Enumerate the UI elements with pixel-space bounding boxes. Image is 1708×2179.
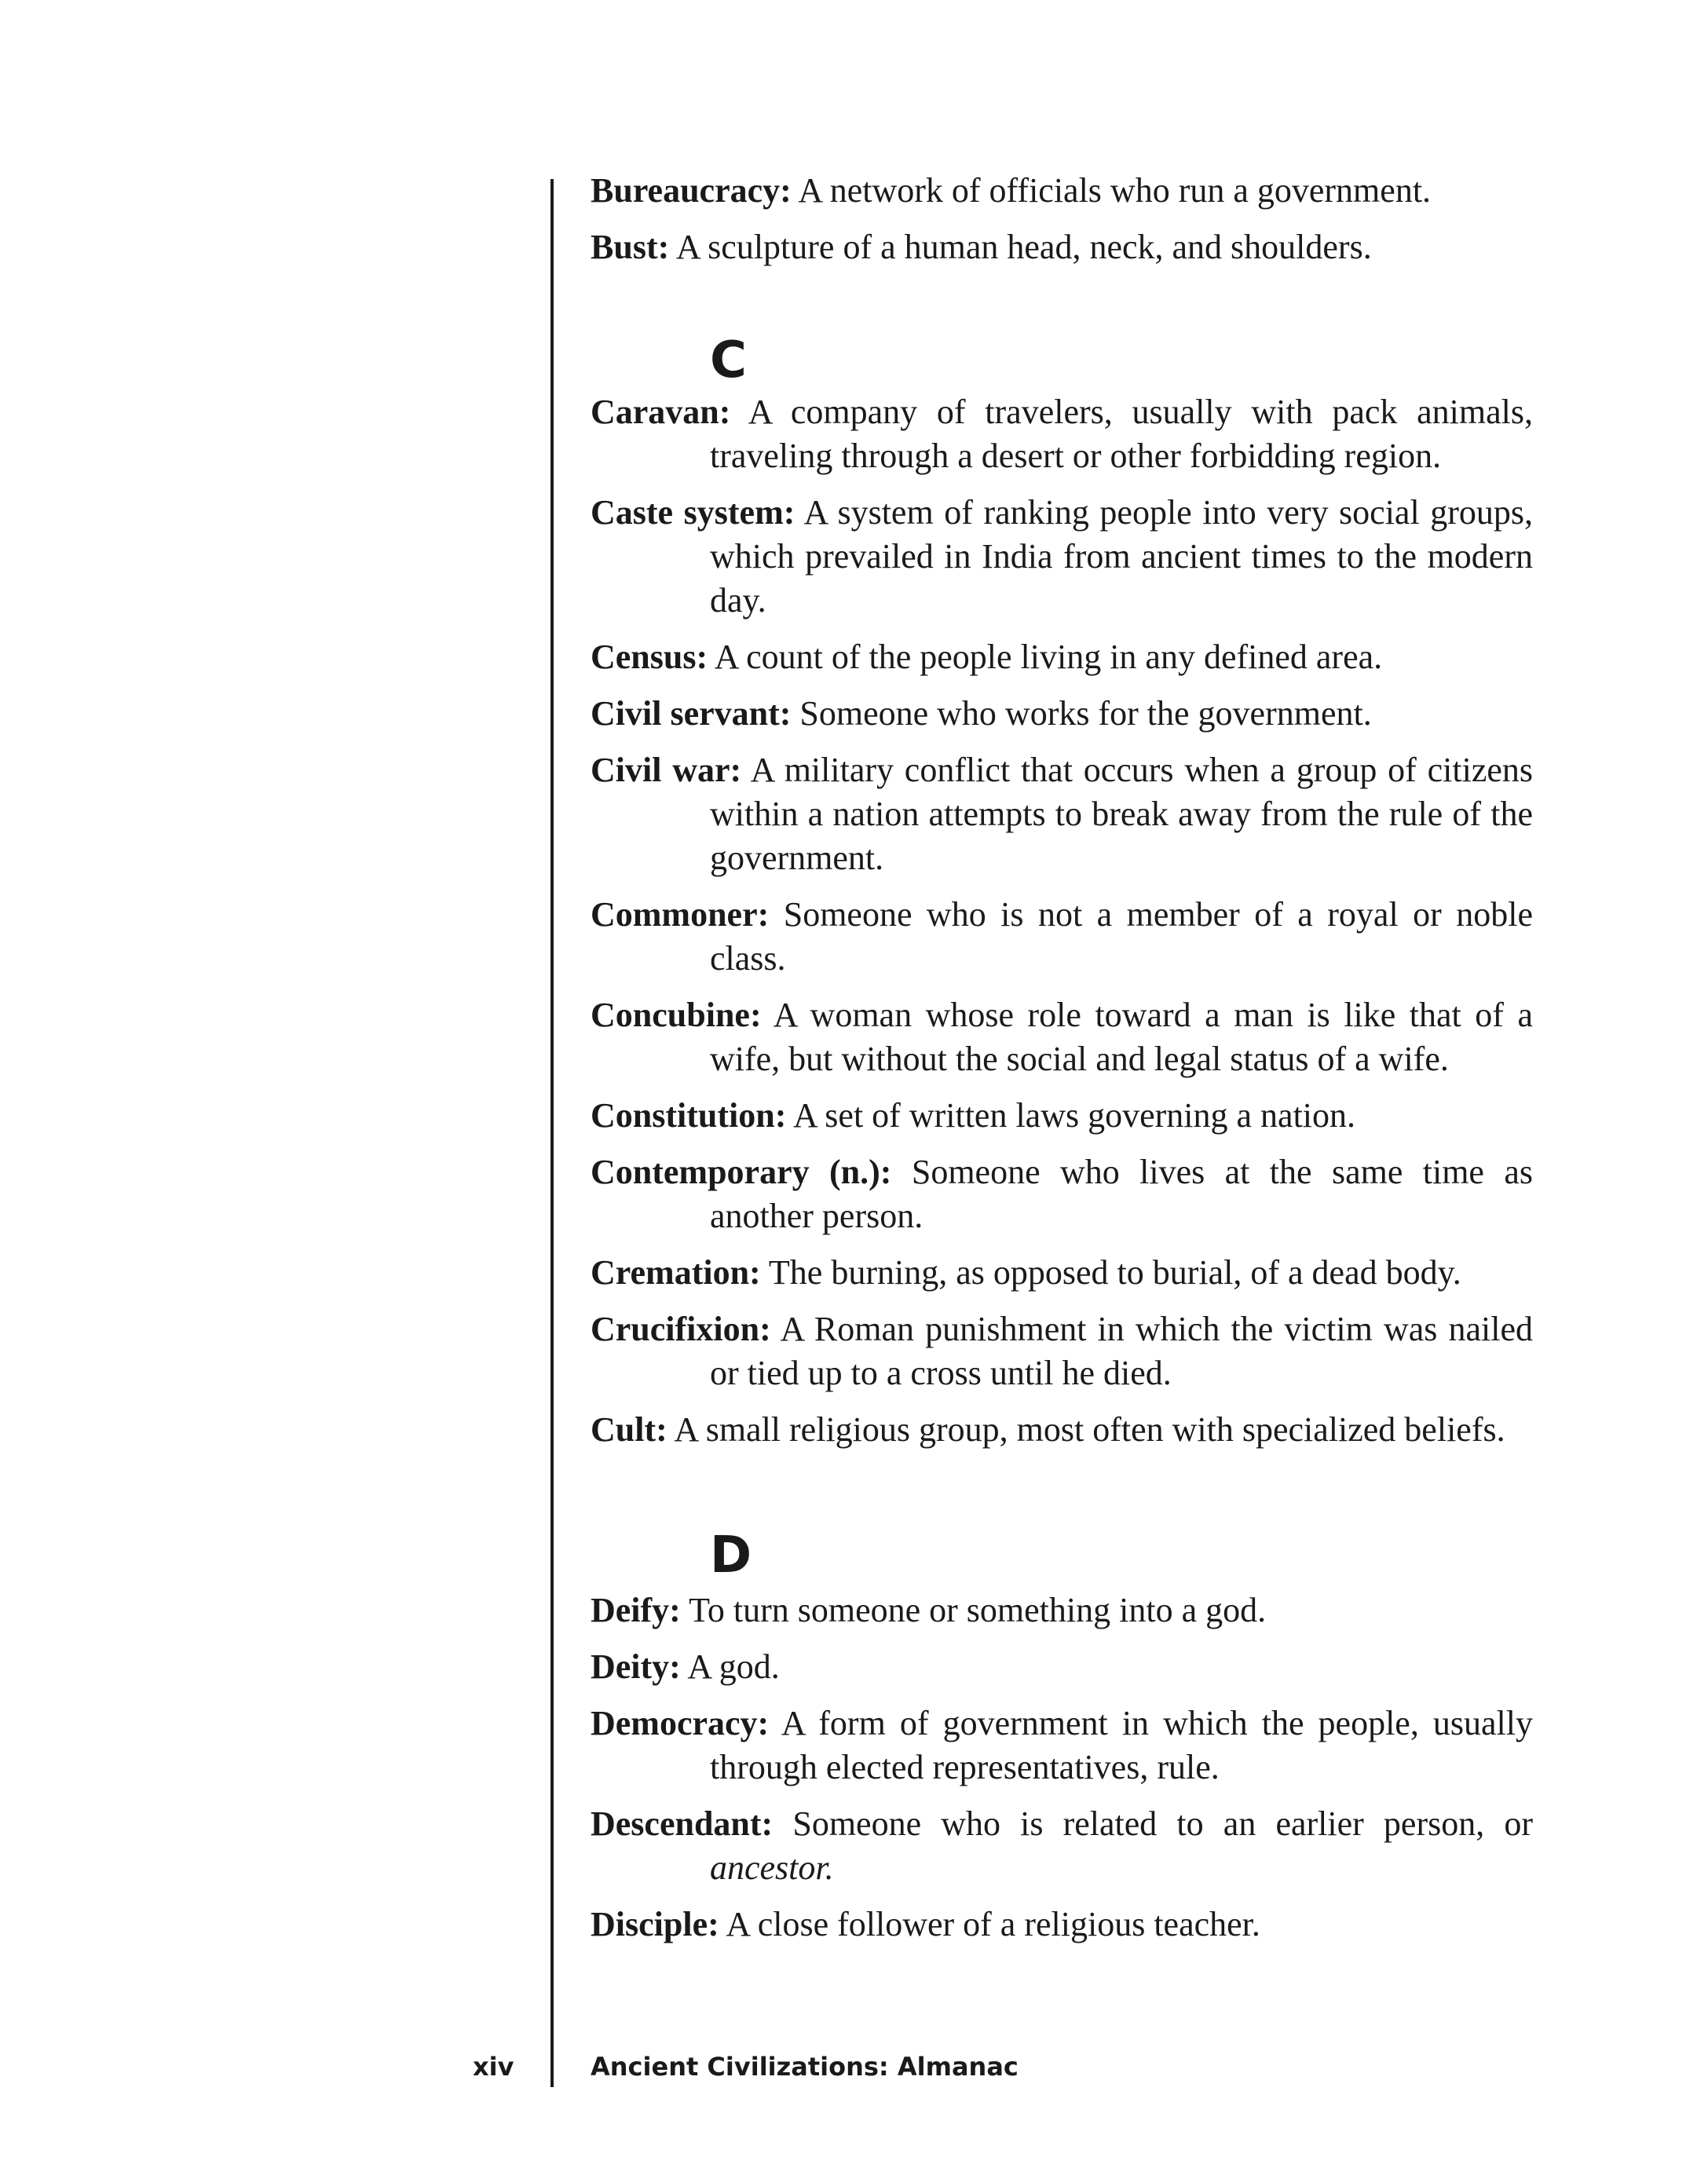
glossary-body <box>591 169 1533 1959</box>
entry-term: Census: <box>591 638 708 676</box>
glossary-entry-bureaucracy <box>591 169 1533 213</box>
entry-term: Caravan: <box>591 393 731 431</box>
entry-definition: A Roman punishment in which the victim was nailed or tied up to a cross until he died. <box>710 1310 1533 1392</box>
entry-term: Constitution: <box>591 1096 787 1135</box>
glossary-entry-constitution <box>591 1094 1533 1138</box>
entry-term: Civil war: <box>591 751 742 789</box>
entry-term: Descendant: <box>591 1804 774 1843</box>
glossary-entry-cult <box>591 1408 1533 1452</box>
glossary-entry-caravan <box>591 390 1533 478</box>
entry-definition: A god. <box>687 1647 780 1686</box>
entry-definition: A network of officials who run a government. <box>798 171 1432 210</box>
glossary-entry-bust <box>591 225 1533 269</box>
entry-term: Civil servant: <box>591 694 792 733</box>
glossary-entry-crucifixion <box>591 1307 1533 1395</box>
entry-definition: Someone who is not a member of a royal or noble class. <box>710 895 1533 978</box>
glossary-entry-civil-war <box>591 748 1533 880</box>
entry-definition: A sculpture of a human head, neck, and shoulders. <box>675 228 1372 266</box>
entry-term: Caste system: <box>591 493 795 532</box>
entry-term: Cult: <box>591 1410 667 1449</box>
glossary-entry-deity <box>591 1645 1533 1689</box>
entry-term: Bust: <box>591 228 670 266</box>
entry-definition: A system of ranking people into very social groups, which prevailed in India from ancient times to the modern day. <box>710 493 1534 620</box>
section-letter-c: C <box>710 331 747 389</box>
entry-definition: To turn someone or something into a god. <box>689 1591 1267 1629</box>
glossary-entry-deify <box>591 1589 1533 1632</box>
section-letter-d: D <box>710 1526 752 1585</box>
entry-term: Disciple: <box>591 1905 719 1943</box>
entry-definition: Someone who lives at the same time as another person. <box>710 1153 1534 1235</box>
glossary-entry-concubine <box>591 993 1533 1081</box>
entry-definition: A close follower of a religious teacher. <box>726 1905 1260 1943</box>
entry-definition: A company of travelers, usually with pack animals, traveling through a desert or other forbidding region. <box>710 393 1533 475</box>
glossary-entry-descendant <box>591 1802 1533 1890</box>
entry-definition: A form of government in which the people, usually through elected representatives, rule. <box>710 1704 1533 1786</box>
entry-term: Deity: <box>591 1647 681 1686</box>
glossary-entry-cremation <box>591 1251 1533 1295</box>
running-footer-title: Ancient Civilizations: Almanac <box>591 2052 1019 2082</box>
entry-term: Crucifixion: <box>591 1310 771 1348</box>
entry-definition: A military conflict that occurs when a group of citizens within a nation attempts to break away from the rule of the government. <box>710 751 1534 877</box>
page-number: xiv <box>473 2052 514 2082</box>
glossary-entry-civil-servant <box>591 692 1533 736</box>
glossary-entry-commoner <box>591 893 1533 981</box>
entry-definition: A woman whose role toward a man is like that of a wife, but without the social and legal status of a wife. <box>710 996 1533 1078</box>
entry-definition-italic: ancestor. <box>710 1848 834 1887</box>
entry-term: Concubine: <box>591 996 762 1034</box>
entry-term: Democracy: <box>591 1704 770 1742</box>
entry-term: Deify: <box>591 1591 681 1629</box>
entry-definition-text: Someone who is related to an earlier person, or <box>792 1804 1534 1843</box>
entry-term: Commoner: <box>591 895 770 934</box>
entry-definition <box>710 1804 1533 1887</box>
entry-term: Contemporary (n.): <box>591 1153 892 1191</box>
entry-definition: A set of written laws governing a nation. <box>792 1096 1356 1135</box>
glossary-entry-caste-system <box>591 491 1533 623</box>
entry-term: Cremation: <box>591 1253 761 1292</box>
entry-definition: The burning, as opposed to burial, of a dead body. <box>768 1253 1461 1292</box>
entry-definition: A count of the people living in any defined area. <box>714 638 1383 676</box>
glossary-entry-census <box>591 635 1533 679</box>
entry-term: Bureaucracy: <box>591 171 792 210</box>
entry-definition: Someone who works for the government. <box>799 694 1372 733</box>
glossary-entry-democracy <box>591 1702 1533 1790</box>
entry-definition: A small religious group, most often with specialized beliefs. <box>674 1410 1505 1449</box>
glossary-entry-disciple <box>591 1903 1533 1947</box>
margin-rule <box>550 179 554 2087</box>
glossary-entry-contemporary <box>591 1150 1533 1238</box>
